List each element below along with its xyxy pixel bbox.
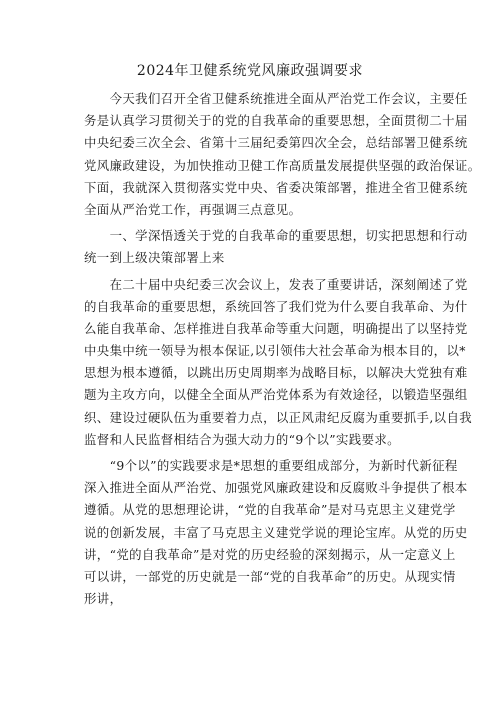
text-line: 么能自我革命、怎样推进自我革命等重大问题，明确提出了以坚持党 [84, 320, 468, 336]
paragraph-nine-requirements [84, 455, 468, 610]
text-line: 题为主攻方向，以健全全面从严治党体系为有效途径，以锻造坚强组 [84, 387, 468, 403]
text-line: 织、建设过硬队伍为重要着力点，以正风肃纪反腐为重要抓手,以自我 [84, 409, 473, 425]
text-line: 党风廉政建设，为加快推动卫健工作高质量发展提供坚强的政治保证。 [84, 157, 481, 173]
document-body [84, 88, 481, 610]
paragraph-intro [84, 88, 481, 221]
text-line: 中央纪委三次全会、省第十三届纪委第四次全会，总结部署卫健系统 [84, 135, 468, 151]
paragraph-speech [84, 274, 473, 452]
text-line: 深入推进全面从严治党、加强党风廉政建设和反腐败斗争提供了根本 [84, 480, 468, 496]
text-line: “9个以”的实践要求是*思想的重要组成部分，为新时代新征程 [84, 458, 458, 473]
text-line: 可以讲，一部党的历史就是一部“党的自我革命”的历史。从现实情 [84, 568, 456, 584]
text-line: 思想为根本遵循，以跳出历史周期率为战略目标，以解决大党独有难 [84, 365, 468, 381]
text-line: 形讲， [84, 591, 123, 607]
text-line: 务是认真学习贯彻关于的党的自我革命的重要思想，全面贯彻二十届 [84, 113, 468, 129]
text-line: 遵循。从党的思想理论讲，“党的自我革命”是对马克思主义建党学 [84, 502, 456, 518]
text-line: 讲，“党的自我革命”是对党的历史经验的深刻揭示，从一定意义上 [84, 546, 456, 562]
text-line: 下面，我就深入贯彻落实党中央、省委决策部署，推进全省卫健系统 [84, 179, 468, 195]
text-line: 监督和人民监督相结合为强大动力的“9个以”实践要求。 [84, 431, 400, 447]
text-line: 说的创新发展，丰富了马克思主义建党学说的理论宝库。从党的历史 [84, 524, 468, 540]
heading-line: 一、学深悟透关于党的自我革命的重要思想，切实把思想和行动 [84, 228, 468, 244]
document-title: 2024年卫健系统党风廉政强调要求 [136, 63, 364, 79]
section-heading-1 [84, 225, 468, 269]
heading-line: 统一到上级决策部署上来 [84, 250, 225, 266]
text-line: 今天我们召开全省卫健系统推进全面从严治党工作会议，主要任 [84, 91, 468, 106]
text-line: 在二十届中央纪委三次会议上，发表了重要讲话，深刻阐述了党 [84, 276, 468, 292]
text-line: 的自我革命的重要思想，系统回答了我们党为什么要自我革命、为什 [84, 298, 468, 314]
text-line: 中央集中统一领导为根本保证,以引领伟大社会革命为根本目的，以* [84, 343, 466, 359]
text-line: 全面从严治党工作，再强调三点意见。 [84, 201, 302, 217]
